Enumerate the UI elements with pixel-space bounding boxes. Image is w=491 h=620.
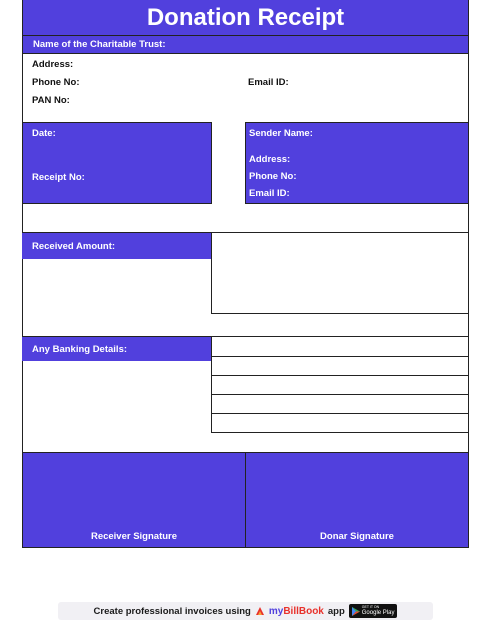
title-bar [22, 0, 469, 36]
google-play-badge[interactable] [349, 604, 398, 618]
trust-pan-label: PAN No: [32, 95, 70, 106]
donar-signature-label: Donar Signature [320, 531, 394, 542]
banking-details-header [22, 337, 212, 361]
donar-signature-box[interactable] [245, 452, 469, 548]
receiver-signature-label: Receiver Signature [90, 531, 178, 542]
received-amount-field[interactable] [211, 233, 469, 314]
trust-info-section [22, 54, 469, 122]
received-amount-label: Received Amount: [32, 240, 116, 252]
promo-text-after: app [327, 605, 345, 617]
banking-line-3 [211, 394, 469, 395]
sender-email-label: Email ID: [249, 188, 290, 199]
banking-line-2 [211, 375, 469, 376]
sender-phone-label: Phone No: [249, 171, 297, 182]
trust-header-bar [22, 36, 469, 54]
receipt-no-label: Receipt No: [32, 172, 85, 183]
google-play-icon [352, 607, 360, 616]
page-title: Donation Receipt [146, 3, 345, 31]
badge-large-text: Google Play [361, 609, 395, 616]
trust-name-label: Name of the Charitable Trust: [33, 39, 166, 50]
mybillbook-logo-icon [255, 606, 265, 616]
sender-address-label: Address: [249, 154, 291, 165]
receiver-signature-box[interactable] [22, 452, 246, 548]
promo-text: Create professional invoices using [93, 605, 251, 617]
trust-address-label: Address: [32, 59, 74, 70]
date-label: Date: [32, 128, 56, 139]
promo-banner[interactable] [58, 602, 433, 620]
badge-small-text: GET IT ON [361, 605, 380, 610]
banking-line-1 [211, 356, 469, 357]
trust-phone-label: Phone No: [32, 77, 80, 88]
received-amount-header [22, 233, 212, 259]
sender-name-label: Sender Name: [249, 128, 313, 139]
banking-details-label: Any Banking Details: [32, 343, 128, 355]
banking-details-field[interactable] [211, 337, 469, 433]
brand-name: BillBook [283, 605, 324, 617]
banking-line-4 [211, 413, 469, 414]
trust-email-label: Email ID: [248, 77, 289, 88]
brand-prefix: my [268, 605, 284, 617]
banking-line-5 [211, 432, 469, 433]
